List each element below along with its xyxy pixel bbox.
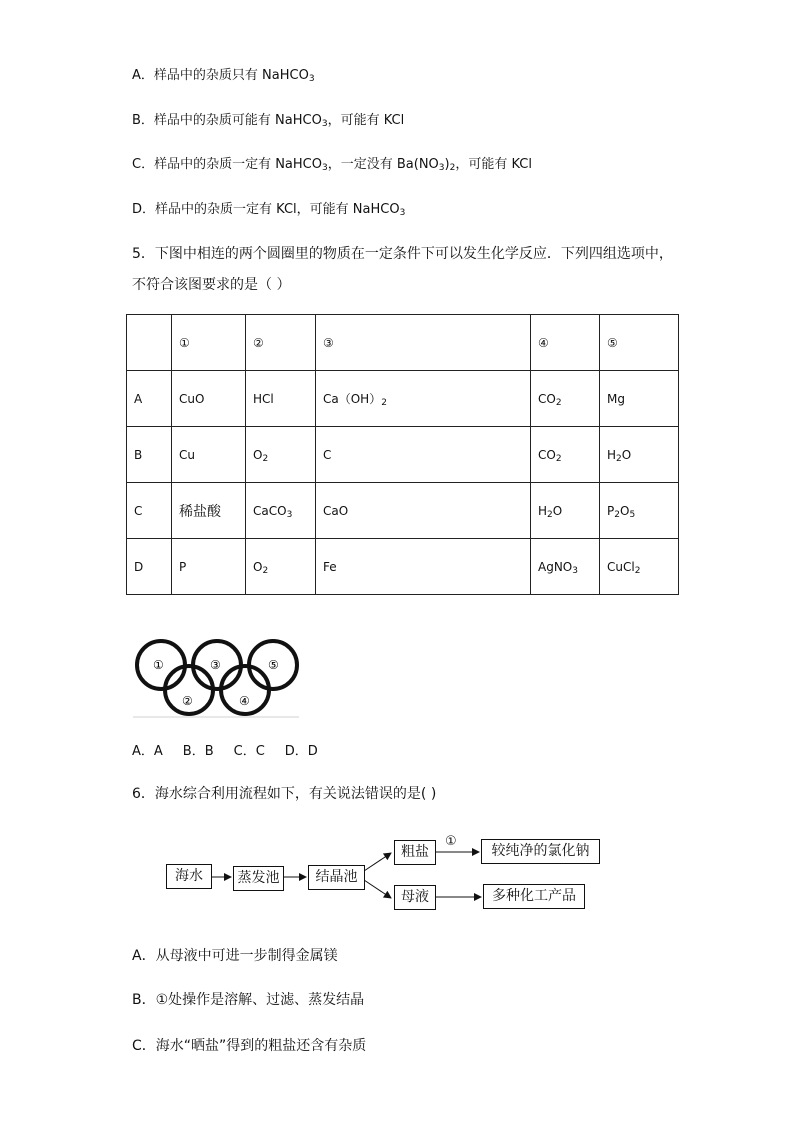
table-header-row (127, 315, 679, 371)
answer-choice-b: B．B (182, 744, 214, 759)
table-cell: $H_2O$ (600, 427, 679, 483)
ring-label-2: ② (182, 694, 193, 708)
ring-label-4: ④ (239, 694, 250, 708)
table-cell: ⑤ (600, 315, 679, 371)
table-row (127, 539, 679, 595)
table-cell: $P_2O_5$ (600, 483, 679, 539)
ring-label-3: ③ (210, 658, 221, 672)
table-cell: AgNO$_3$ (531, 539, 600, 595)
ring-label-1: ① (153, 658, 164, 672)
table-cell: ④ (531, 315, 600, 371)
ring-label-5: ⑤ (268, 658, 279, 672)
q5-stem-line1: 5．下图中相连的两个圆圈里的物质在一定条件下可以发生化学反应．下列四组选项中， (132, 246, 673, 262)
q4-option-a: A．样品中的杂质只有 NaHCO$_3$ (132, 68, 315, 84)
table-row (127, 371, 679, 427)
table-cell: C (127, 483, 172, 539)
q5-stem-line2: 不符合该图要求的是（ ） (132, 277, 291, 293)
table-cell: $CO_2$ (531, 427, 600, 483)
flow-box-evaporation-pond: 蒸发池 (233, 866, 284, 891)
arrow-to-crude-salt (364, 853, 391, 871)
flow-step-mark: ① (445, 834, 457, 849)
table-cell: Cu (172, 427, 246, 483)
q4-option-c: C．样品中的杂质一定有 NaHCO$_3$，一定没有 $Ba(NO_3)_2$，可能有 KCl (132, 157, 532, 173)
table-cell: Mg (600, 371, 679, 427)
answer-choice-a: A．A (132, 744, 163, 759)
answer-choice-d: D．D (284, 744, 318, 759)
table-row (127, 427, 679, 483)
table-cell: ② (246, 315, 316, 371)
table-cell: CaO (316, 483, 531, 539)
table-cell: $O_2$ (246, 427, 316, 483)
flow-box-mother-liquor: 母液 (394, 885, 436, 910)
flow-box-crude-salt: 粗盐 (394, 840, 436, 865)
q6-option-a: A．从母液中可进一步制得金属镁 (132, 948, 338, 964)
q5-options-table (126, 314, 679, 595)
table-cell: ① (172, 315, 246, 371)
flow-box-chem-products: 多种化工产品 (483, 884, 585, 909)
q5-answer-choices (132, 740, 338, 759)
table-cell: D (127, 539, 172, 595)
table-cell: Fe (316, 539, 531, 595)
table-cell: A (127, 371, 172, 427)
q4-option-d: D．样品中的杂质一定有 KCl，可能有 NaHCO$_3$ (132, 202, 406, 218)
rings-diagram (133, 639, 299, 719)
flow-box-pure-nacl: 较纯净的氯化钠 (481, 839, 600, 864)
table-cell: B (127, 427, 172, 483)
table-cell: HCl (246, 371, 316, 427)
table-cell: CuO (172, 371, 246, 427)
table-cell: 稀盐酸 (172, 483, 246, 539)
table-cell: CaCO$_3$ (246, 483, 316, 539)
table-cell (127, 315, 172, 371)
table-cell: $CO_2$ (531, 371, 600, 427)
q6-option-c: C．海水“晒盐”得到的粗盐还含有杂质 (132, 1038, 367, 1054)
table-cell: C (316, 427, 531, 483)
q4-option-b: B．样品中的杂质可能有 NaHCO$_3$，可能有 KCl (132, 113, 405, 129)
flow-box-crystallization-pond: 结晶池 (308, 865, 365, 890)
table-row (127, 483, 679, 539)
table-cell: $H_2O$ (531, 483, 600, 539)
flow-box-seawater: 海水 (166, 864, 212, 889)
arrow-to-mother-liquor (364, 880, 391, 898)
q6-stem: 6．海水综合利用流程如下，有关说法错误的是( ) (132, 786, 437, 802)
answer-choice-c: C．C (233, 744, 265, 759)
table-cell: ③ (316, 315, 531, 371)
q6-option-b: B．①处操作是溶解、过滤、蒸发结晶 (132, 992, 365, 1008)
table-cell: $O_2$ (246, 539, 316, 595)
table-cell: $Ca(OH)_2$ (316, 371, 531, 427)
table-cell: P (172, 539, 246, 595)
table-cell: CuCl$_2$ (600, 539, 679, 595)
